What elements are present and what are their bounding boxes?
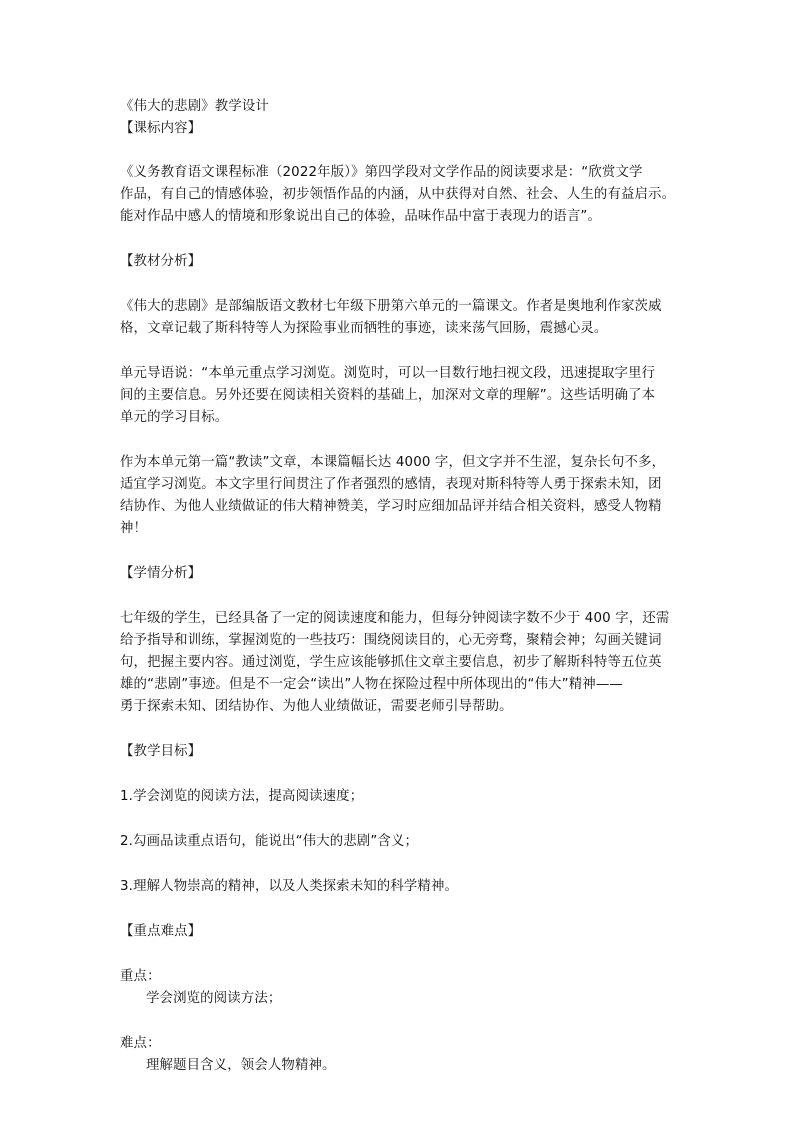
- text-line: 《义务教育语文课程标准（2022年版）》第四学段对文学作品的阅读要求是：“欣赏文学: [120, 165, 643, 180]
- text-line: 作为本单元第一篇“教读”文章，本课篇幅长达 4000 字，但文字并不生涩，复杂长句不多，: [120, 455, 666, 470]
- section-heading-goals: 【教学目标】: [120, 744, 202, 759]
- section-heading-students: 【学情分析】: [120, 566, 202, 581]
- curriculum-paragraph: [120, 162, 680, 228]
- goal-item: 2.勾画品读重点语句，能说出“伟大的悲剧”含义；: [120, 834, 419, 849]
- document-page: [120, 96, 680, 1077]
- text-line: 结协作、为他人业绩做证的伟大精神赞美，学习时应细加品评并结合相关资料，感受人物精: [120, 499, 662, 514]
- text-line: 句，把握主要内容。通过浏览，学生应该能够抓住文章主要信息，初步了解斯科特等五位英: [120, 655, 662, 670]
- section-heading-keypoints: 【重点难点】: [120, 924, 202, 939]
- text-line: 作品，有自己的情感体验，初步领悟作品的内涵，从中获得对自然、社会、人生的有益启示。: [120, 187, 676, 202]
- textbook-paragraph-2: [120, 363, 680, 429]
- key-point-text: 学会浏览的阅读方法；: [146, 991, 282, 1006]
- text-line: 雄的“悲剧”事迹。但是不一定会“读出”人物在探险过程中所体现出的“伟大”精神——: [120, 677, 623, 692]
- text-line: 勇于探索未知、团结协作、为他人业绩做证，需要老师引导帮助。: [120, 699, 513, 714]
- text-line: 单元导语说：“本单元重点学习浏览。浏览时，可以一目数行地扫视文段，迅速提取字里行: [120, 366, 656, 381]
- text-line: 神！: [120, 521, 148, 536]
- text-line: 适宜学习浏览。本文字里行间贯注了作者强烈的感情，表现对斯科特等人勇于探索未知，团: [120, 477, 662, 492]
- text-line: 七年级的学生，已经具备了一定的阅读速度和能力，但每分钟阅读字数不少于 400 字，还需: [120, 611, 670, 626]
- goal-item: 1.学会浏览的阅读方法，提高阅读速度；: [120, 789, 364, 804]
- section-heading-textbook: 【教材分析】: [120, 254, 202, 269]
- text-line: 能对作品中感人的情境和形象说出自己的体验，品味作品中富于表现力的语言”。: [120, 209, 602, 224]
- key-point-label: 重点：: [120, 969, 161, 984]
- goal-item: 3.理解人物崇高的精神，以及人类探索未知的科学精神。: [120, 879, 459, 894]
- difficult-point-text: 理解题目含义，领会人物精神。: [146, 1058, 336, 1073]
- text-line: 间的主要信息。另外还要在阅读相关资料的基础上，加深对文章的理解”。这些话明确了本: [120, 388, 656, 403]
- textbook-paragraph-1: [120, 296, 680, 340]
- students-paragraph: [120, 608, 680, 718]
- text-line: 单元的学习目标。: [120, 410, 229, 425]
- difficult-point-label: 难点：: [120, 1036, 161, 1051]
- section-heading-curriculum: 【课标内容】: [120, 121, 202, 136]
- text-line: 给予指导和训练，掌握浏览的一些技巧：围绕阅读目的，心无旁骛，聚精会神；勾画关键词: [120, 633, 662, 648]
- text-line: 格，文章记载了斯科特等人为探险事业而牺牲的事迹，读来荡气回肠，震撼心灵。: [120, 321, 608, 336]
- document-title: 《伟大的悲剧》教学设计: [120, 99, 269, 114]
- textbook-paragraph-3: [120, 452, 680, 540]
- text-line: 《伟大的悲剧》是部编版语文教材七年级下册第六单元的一篇课文。作者是奥地利作家茨威: [120, 299, 662, 314]
